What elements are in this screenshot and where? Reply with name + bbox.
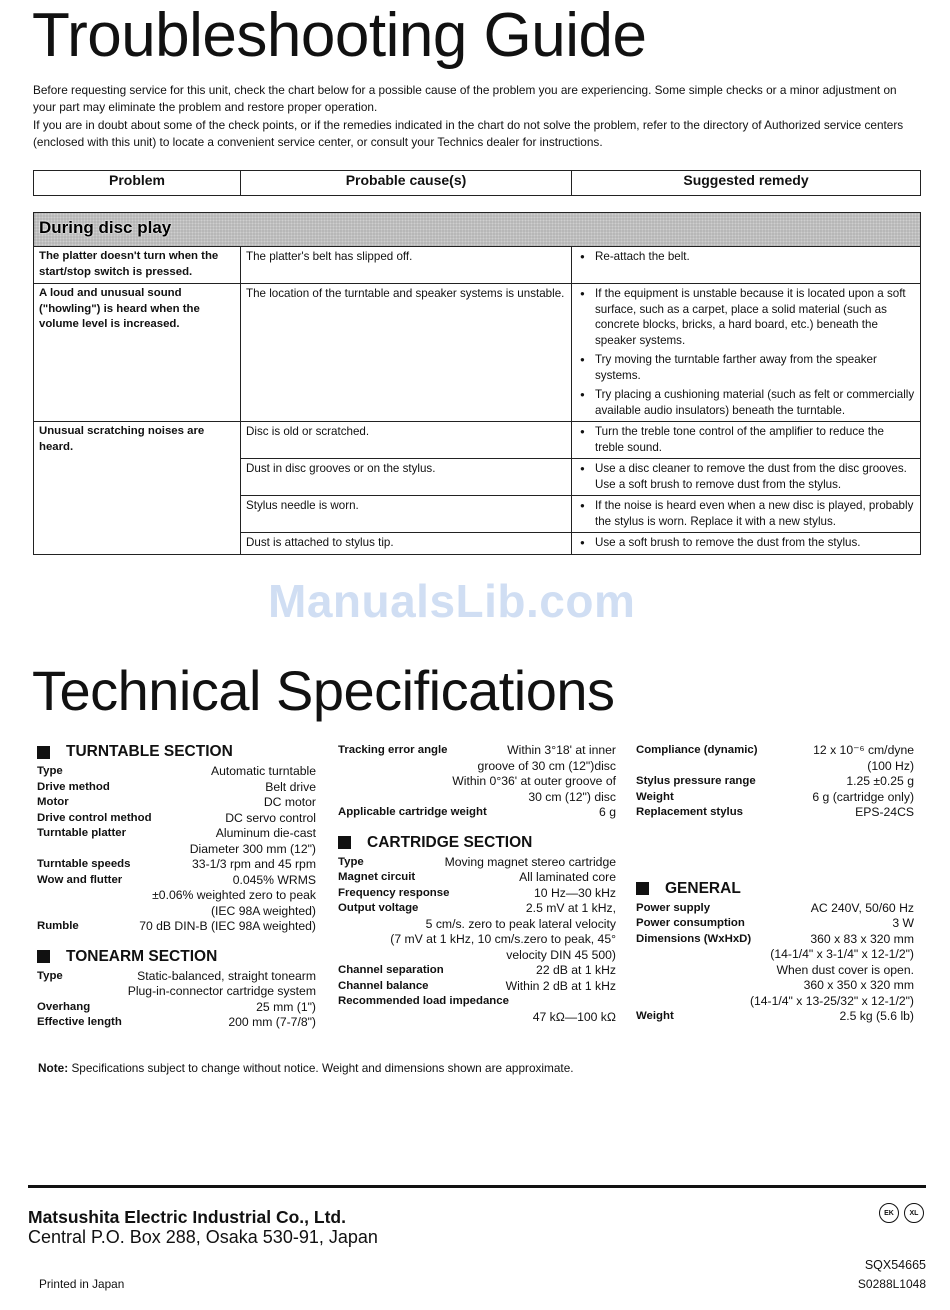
spec-row: Channel separation 22 dB at 1 kHz [338,963,616,977]
remedy-cell [572,459,921,496]
spec-row: Replacement stylus EPS-24CS [636,805,914,819]
watermark: ManualsLib.com [268,575,636,627]
problem-cell: Unusual scratching noises are heard. [34,422,241,555]
remedy-cell [572,422,921,459]
spec-continuation: groove of 30 cm (12")disc [477,758,616,773]
page-title-troubleshooting: Troubleshooting Guide [32,1,647,70]
general-section-heading [636,879,914,899]
section-heading-text: TONEARM SECTION [66,947,218,965]
spec-column-2 [338,743,616,1025]
remedy-item: ● Try moving the turntable farther away from the speaker systems. [595,352,915,383]
spec-row: Channel balance Within 2 dB at 1 kHz [338,978,616,993]
spec-column-1 [37,742,316,1031]
header-cause: Probable cause(s) [241,171,572,196]
cause-cell: Disc is old or scratched. [241,422,572,459]
tonearm-section-heading [37,947,316,967]
spec-row: Type Static-balanced, straight tonearm [37,968,316,983]
spec-row: Output voltage 2.5 mV at 1 kHz, [338,901,616,915]
spec-continuation: (IEC 98A weighted) [210,903,316,918]
ek-mark-icon: EK [879,1203,899,1223]
section-label: During disc play [39,218,172,237]
intro-paragraph-2: If you are in doubt about some of the check points, or if the remedies indicated in the chart do not solve the problem, refer to the directory of Authorized service centers (enclosed with this unit) to locate a convenient service center, or consult your Technics dealer for instructions. [33,118,904,149]
cartridge-section-heading [338,833,616,853]
spec-row: Overhang 25 mm (1") [37,999,316,1014]
spec-row: Recommended load impedance [338,995,509,1007]
remedy-item: ● Use a soft brush to remove the dust from the stylus. [595,535,915,551]
note-text: Specifications subject to change without notice. Weight and dimensions shown are approximate. [71,1061,574,1075]
spec-row: Rumble 70 dB DIN-B (IEC 98A weighted) [37,919,316,933]
spec-continuation: ±0.06% weighted zero to peak [152,888,316,902]
square-bullet-icon [338,836,351,849]
spec-row: Turntable speeds 33-1/3 rpm and 45 rpm [37,857,316,871]
intro-paragraph-1: Before requesting service for this unit, check the chart below for a possible cause of the problem you are experiencing. Some simple checks or a minor adjustment on your part may eliminate the problem and restore proper operation. [33,83,897,114]
spec-column-3 [636,743,914,1025]
cause-cell: Dust is attached to stylus tip. [241,533,572,555]
section-heading-text: GENERAL [665,879,741,897]
remedy-item: ● Use a disc cleaner to remove the dust from the disc grooves. Use a soft brush to remove dust from the stylus. [595,461,915,492]
spec-row: Magnet circuit All laminated core [338,870,616,884]
remedy-item: ● Re-attach the belt. [595,249,915,265]
remedy-cell [572,533,921,555]
spec-row: Applicable cartridge weight 6 g [338,805,616,819]
table-row [34,284,921,422]
specifications-note [38,1061,574,1075]
xl-mark-icon: XL [904,1203,924,1223]
spec-continuation: When dust cover is open. [776,962,914,977]
spec-row: Compliance (dynamic) 12 x 10⁻⁶ cm/dyne [636,743,914,757]
remedy-item: ● Try placing a cushioning material (such as felt or commercially available audio insulators) beneath the turntable. [595,387,915,418]
cause-cell: The platter's belt has slipped off. [241,247,572,284]
spec-row: Type Moving magnet stereo cartridge [338,854,616,869]
spec-row: Drive method Belt drive [37,779,316,794]
table-row [34,422,921,459]
spec-continuation: 30 cm (12") disc [528,789,616,804]
remedy-cell [572,284,921,422]
spec-row: Weight 2.5 kg (5.6 lb) [636,1009,914,1023]
remedy-item: ● If the equipment is unstable because it is located upon a soft surface, such as a carpet, place a solid material (such as concrete blocks, bricks, a hard board, etc.) beneath the speaker systems. [595,286,915,348]
spec-row: Effective length 200 mm (7-7/8") [37,1015,316,1029]
print-code: S0288L1048 [857,1277,926,1291]
spec-continuation: Plug-in-connector cartridge system [127,984,316,998]
spec-continuation: 5 cm/s. zero to peak lateral velocity [425,916,616,931]
square-bullet-icon [37,746,50,759]
spec-continuation: (7 mV at 1 kHz, 10 cm/s.zero to peak, 45° [390,932,616,946]
header-remedy: Suggested remedy [572,171,921,196]
spec-continuation: 47 kΩ—100 kΩ [532,1009,616,1024]
footer-divider [28,1185,926,1188]
company-name: Matsushita Electric Industrial Co., Ltd. [28,1207,346,1227]
remedy-cell [572,496,921,533]
page-title-specifications: Technical Specifications [32,659,615,722]
company-address: Central P.O. Box 288, Osaka 530-91, Japan [28,1227,378,1247]
spec-row: Wow and flutter 0.045% WRMS [37,872,316,887]
spec-row: Power consumption 3 W [636,916,914,930]
cause-cell: The location of the turntable and speaker systems is unstable. [241,284,572,422]
header-problem: Problem [34,171,241,196]
troubleshooting-table [33,212,921,555]
remedy-cell [572,247,921,284]
square-bullet-icon [37,950,50,963]
spec-continuation: (14-1/4" x 3-1/4" x 12-1/2") [770,947,914,961]
problem-cell: A loud and unusual sound ("howling") is heard when the volume level is increased. [34,284,241,422]
spec-continuation: Within 0°36' at outer groove of [452,774,616,788]
remedy-item: ● If the noise is heard even when a new disc is played, probably the stylus is worn. Replace it with a new stylus. [595,498,915,529]
note-label: Note: [38,1061,69,1075]
problem-cell: The platter doesn't turn when the start/stop switch is pressed. [34,247,241,284]
spec-row: Drive control method DC servo control [37,810,316,825]
spec-row: Power supply AC 240V, 50/60 Hz [636,900,914,915]
header-row [34,171,921,196]
spec-row: Turntable platter Aluminum die-cast [37,826,316,840]
spec-row: Frequency response 10 Hz—30 kHz [338,885,616,900]
square-bullet-icon [636,882,649,895]
spec-continuation: (14-1/4" x 13-25/32" x 12-1/2") [749,993,914,1008]
spec-row: Dimensions (WxHxD) 360 x 83 x 320 mm [636,931,914,946]
section-row [34,213,921,247]
turntable-section-heading [37,742,316,762]
spec-row: Stylus pressure range 1.25 ±0.25 g [636,774,914,788]
table-row [34,247,921,284]
section-cell [34,213,921,247]
spec-row: Type Automatic turntable [37,764,316,778]
document-code: SQX54665 [864,1258,926,1272]
spec-continuation: 360 x 350 x 320 mm [803,978,914,992]
spec-row: Motor DC motor [37,795,316,809]
section-heading-text: CARTRIDGE SECTION [367,833,533,851]
spec-row: Weight 6 g (cartridge only) [636,789,914,804]
spec-row: Tracking error angle Within 3°18' at inner [338,743,616,757]
printed-in-label: Printed in Japan [39,1277,125,1291]
remedy-item: ● Turn the treble tone control of the amplifier to reduce the treble sound. [595,424,915,455]
cause-cell: Dust in disc grooves or on the stylus. [241,459,572,496]
cause-cell: Stylus needle is worn. [241,496,572,533]
section-heading-text: TURNTABLE SECTION [66,743,233,760]
spec-continuation: velocity DIN 45 500) [506,947,616,962]
spec-continuation: Diameter 300 mm (12") [189,841,316,856]
spec-continuation: (100 Hz) [867,758,914,773]
troubleshooting-header-table [33,170,921,196]
